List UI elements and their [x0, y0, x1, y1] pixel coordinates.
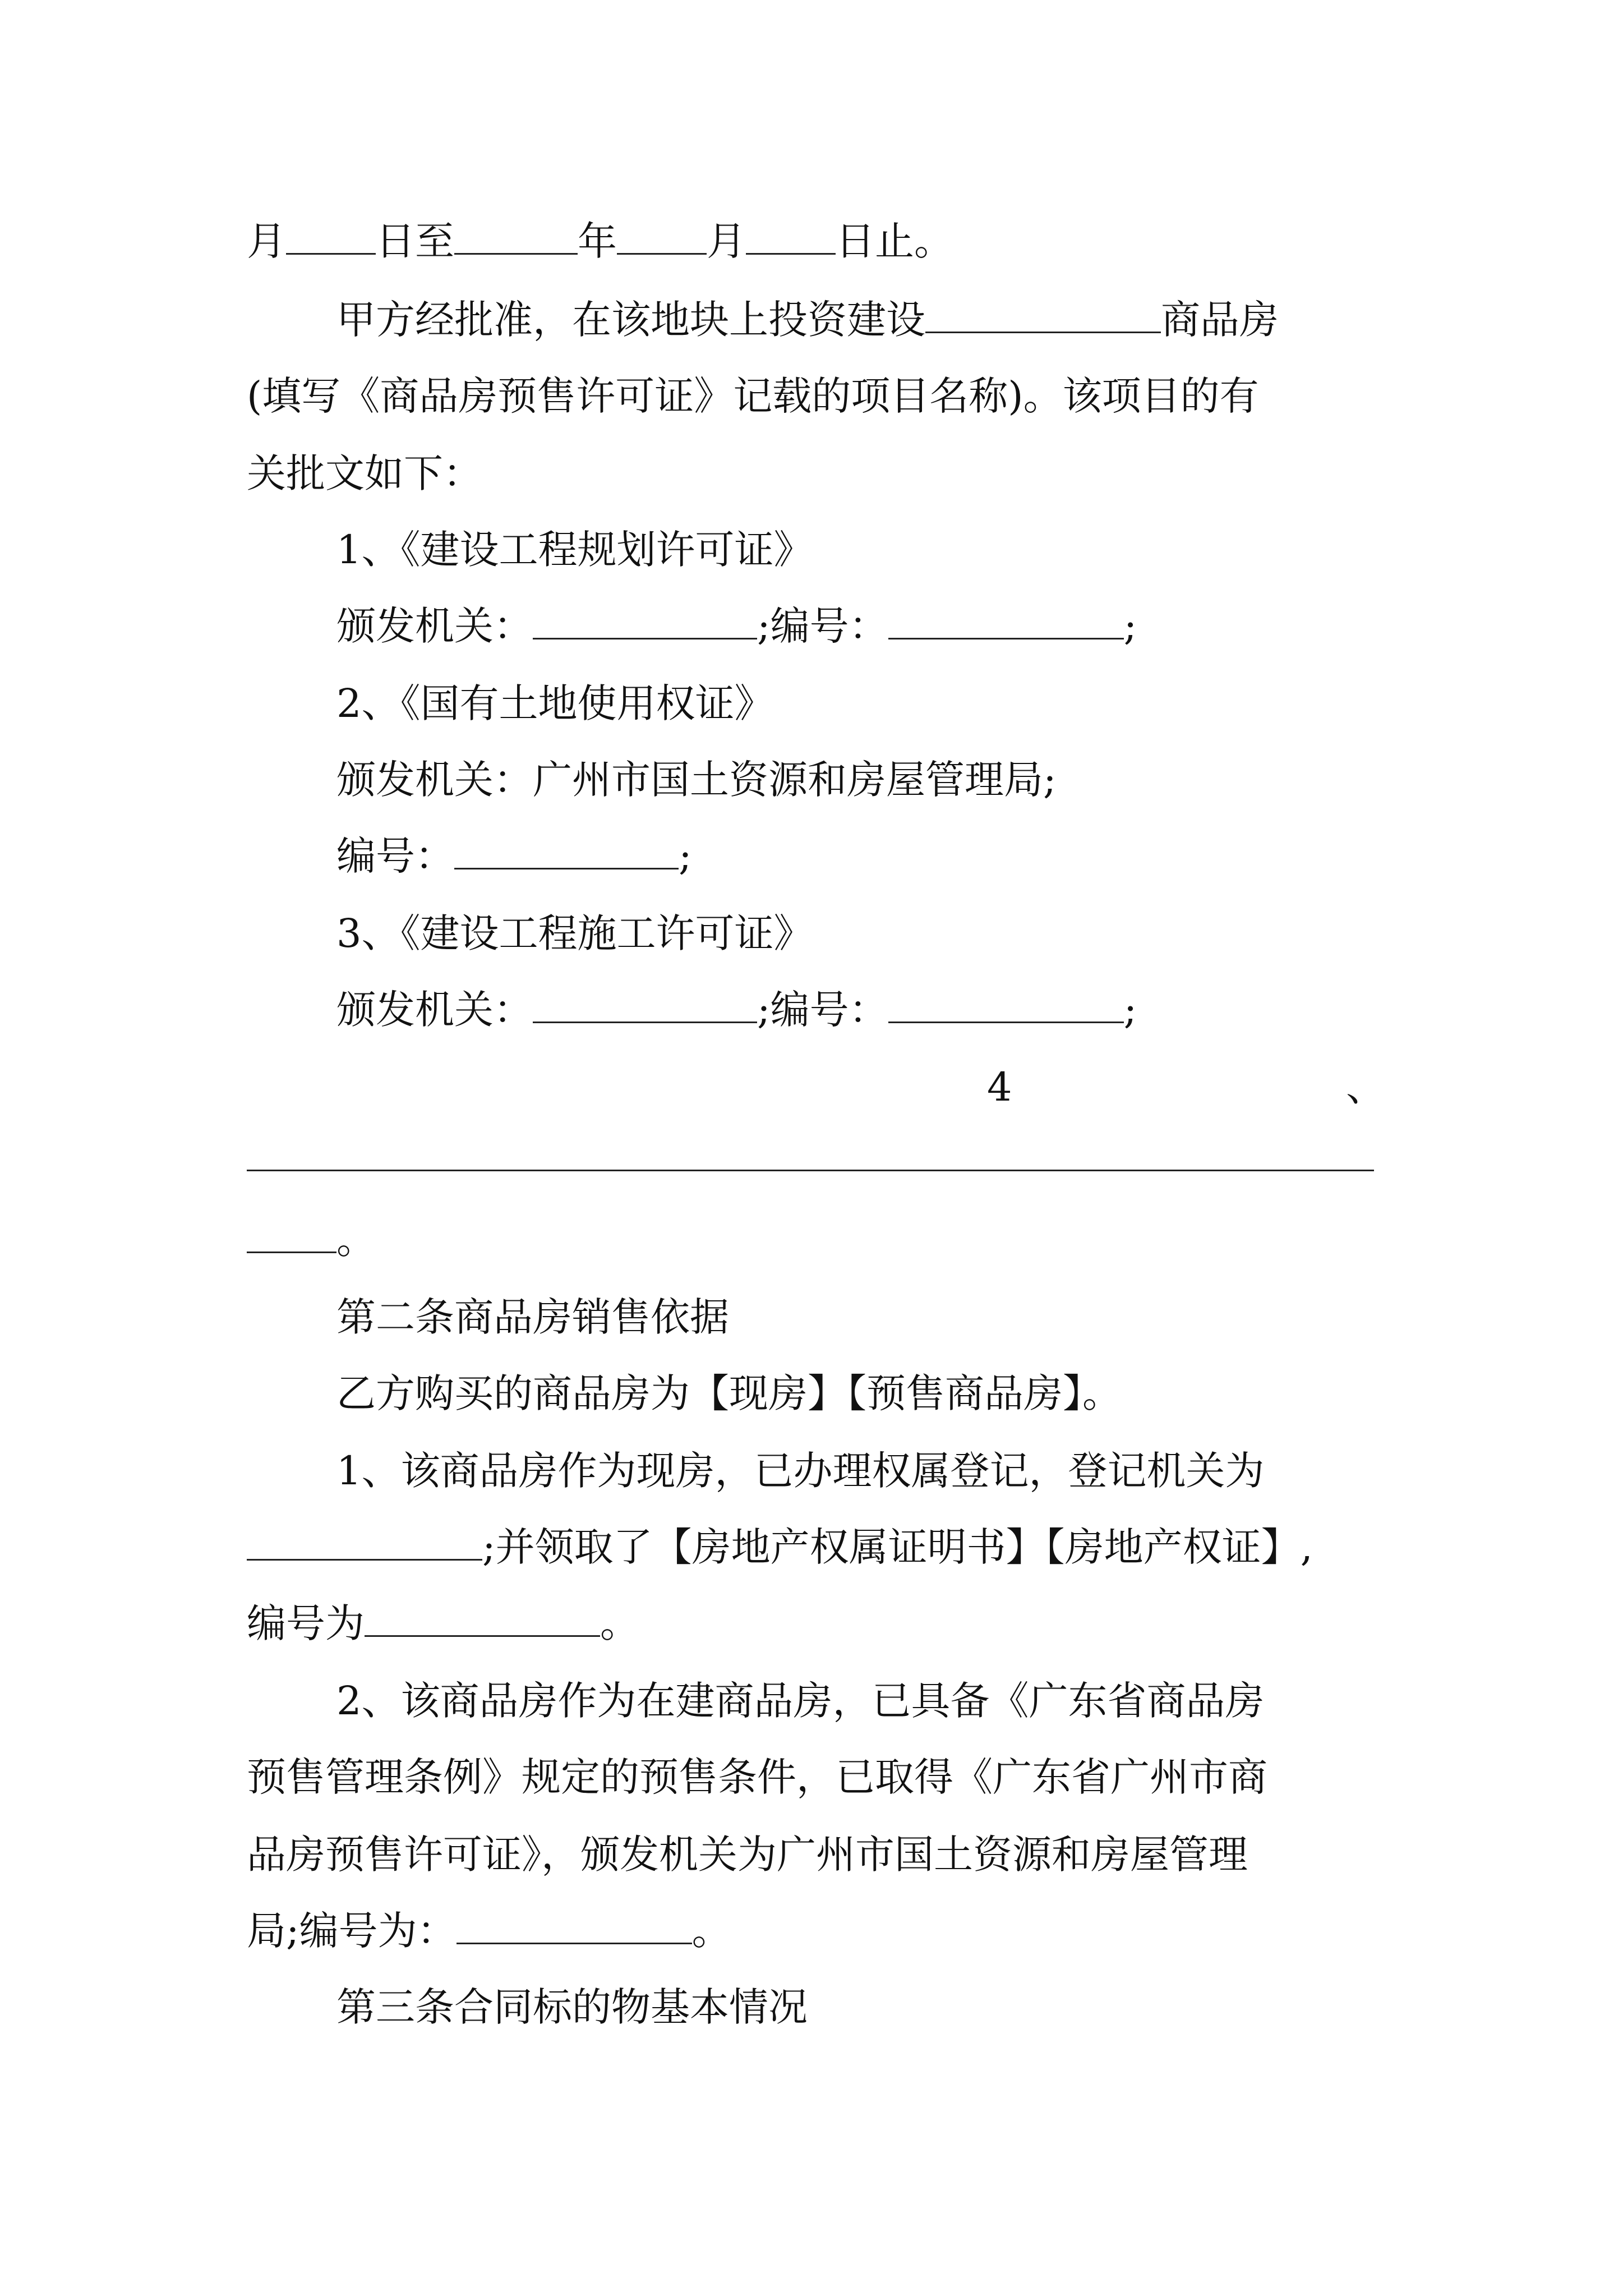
blank [888, 599, 1124, 639]
blank [247, 1520, 482, 1561]
text-line [336, 982, 1387, 1038]
text: 颁发机关： [336, 987, 533, 1033]
text: ;编号： [757, 603, 888, 649]
text-line: 2、《国有土地使用权证》 [336, 680, 774, 726]
text-line [336, 598, 1387, 654]
text-line [247, 1595, 1387, 1651]
text: 局;编号为： [247, 1908, 457, 1954]
blank [888, 982, 1124, 1023]
text: 。 [691, 1908, 731, 1954]
blank [533, 982, 757, 1023]
blank [457, 1903, 692, 1944]
text: 年 [578, 218, 617, 264]
text-line [247, 1212, 1387, 1268]
text: 日至 [376, 218, 454, 264]
text: 商品房 [1161, 297, 1279, 343]
blank [247, 1212, 336, 1253]
text-line: 预售管理条例》规定的预售条件，已取得《广东省广州市商 [247, 1754, 1267, 1800]
blank [365, 1596, 600, 1637]
text-line [247, 1519, 1387, 1575]
text: ; [679, 833, 692, 879]
text-line: (填写《商品房预售许可证》记载的项目名称)。该项目的有 [247, 373, 1259, 419]
text-line: 1、该商品房作为现房，已办理权属登记，登记机关为 [336, 1448, 1265, 1494]
text-line [247, 213, 1387, 269]
blank [454, 829, 679, 869]
text: 编号为 [247, 1600, 365, 1646]
text-line: 颁发机关：广州市国土资源和房屋管理局; [336, 757, 1057, 803]
text: 日止。 [836, 218, 953, 264]
text: ;并领取了【房地产权属证明书】【房地产权证】, [482, 1524, 1313, 1570]
text: 月 [707, 218, 746, 264]
text-line [247, 1903, 1387, 1959]
blank [925, 292, 1161, 333]
text-line: 3、《建设工程施工许可证》 [336, 910, 813, 956]
text: 。 [336, 1217, 376, 1263]
text: ;编号： [757, 987, 888, 1033]
text-line [336, 828, 1387, 884]
full-width-blank [247, 1170, 1374, 1171]
text: 甲方经批准，在该地块上投资建设 [336, 297, 925, 343]
text-line [336, 292, 1387, 348]
text-line: 乙方购买的商品房为【现房】【预售商品房】。 [336, 1370, 1122, 1416]
text: 月 [247, 218, 286, 264]
text: 颁发机关： [336, 603, 533, 649]
text: ; [1123, 987, 1137, 1033]
blank [533, 599, 757, 639]
text: ; [1123, 603, 1137, 649]
text-line: 2、该商品房作为在建商品房，已具备《广东省商品房 [336, 1678, 1265, 1724]
text: 编号： [336, 833, 454, 879]
text: 。 [600, 1600, 639, 1646]
blank [617, 214, 707, 255]
item-number: 4 [987, 1064, 1012, 1110]
section-heading: 第二条商品房销售依据 [336, 1294, 729, 1340]
text-line: 1、《建设工程规划许可证》 [336, 527, 813, 573]
blank [746, 214, 836, 255]
text-line: 品房预售许可证》，颁发机关为广州市国土资源和房屋管理 [247, 1832, 1248, 1878]
blank [454, 214, 578, 255]
section-heading: 第三条合同标的物基本情况 [336, 1984, 808, 2030]
blank [286, 214, 376, 255]
text-line: 关批文如下： [247, 450, 482, 496]
enumeration-comma: 、 [1346, 1064, 1385, 1110]
